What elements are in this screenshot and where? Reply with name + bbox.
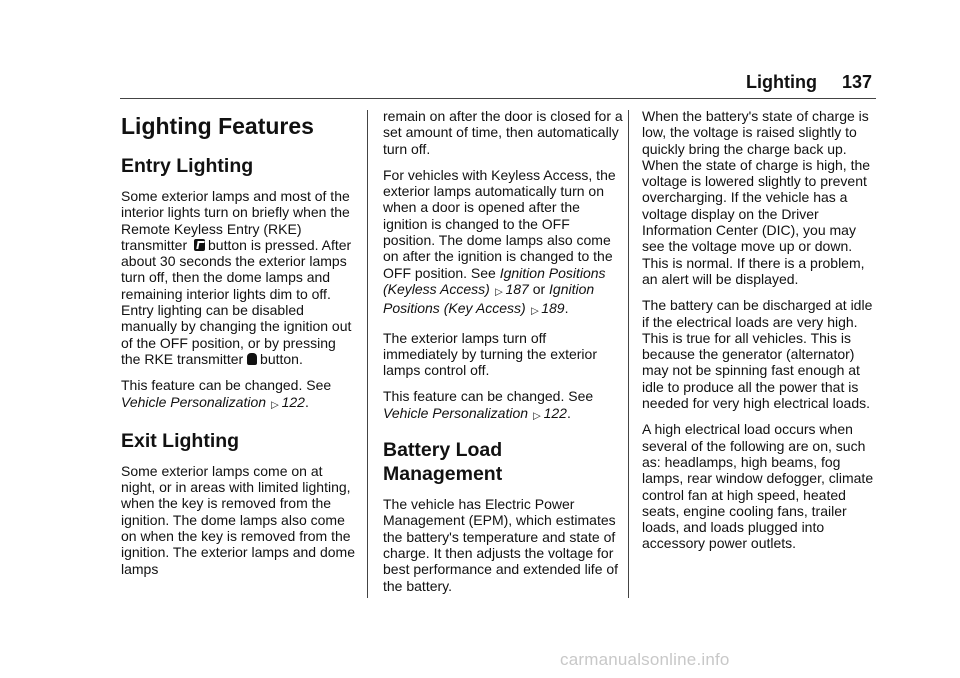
header-rule <box>120 98 876 99</box>
keyless-text: For vehicles with Keyless Access, the exterior lamps automatically turn on when a door is opened after the ignition is changed to the OFF position. The dome lamps also come on after the ignition is changed to the OFF position. See <box>383 166 616 281</box>
column-3 <box>642 108 878 562</box>
page-ref-number[interactable]: 122 <box>281 393 305 410</box>
unlock-key-icon <box>194 239 205 251</box>
page-ref-icon: ▽ <box>269 400 281 409</box>
page-ref-number[interactable]: 189 <box>541 300 565 317</box>
col2-paragraph-1: remain on after the door is closed for a set amount of time, then automatically turn off. <box>383 108 623 157</box>
col2-personalization-paragraph: This feature can be changed. See Vehicle Personalization ▽122. <box>383 388 594 421</box>
header-section-title: Lighting <box>746 72 817 92</box>
battery-heading-line-2: Management <box>383 463 503 486</box>
entry-lighting-paragraph <box>121 188 357 367</box>
column-divider-1 <box>367 110 368 598</box>
col2-paragraph-5: The vehicle has Electric Power Management (EPM), which estimates the battery's temperature and state of charge. It then adjusts the voltage for best performance and extended life of the battery. <box>383 496 619 594</box>
column-2 <box>383 108 623 604</box>
ignition-keyless-link[interactable]: Ignition Positions (Keyless Access) <box>383 264 606 297</box>
entry-lighting-heading: Entry Lighting <box>121 155 254 177</box>
col3-paragraph-2: The battery can be discharged at idle if the electrical loads are very high. This is true for all vehicles. This is because the generator (alternator) may not be spinning fast enough at idle to produce all the power that is needed for very high electrical loads. <box>642 297 873 412</box>
or-text: or <box>532 280 546 297</box>
battery-load-heading <box>383 438 623 486</box>
col2-paragraph-2: For vehicles with Keyless Access, the exterior lamps automatically turn on when a door is opened after the ignition is changed to the OFF position. The dome lamps also come on after the ignition is changed to the OFF position. See Ignition Positions (Keyless Access) ▽187 or Ignition Positions (Key Access) ▽189. <box>383 166 616 317</box>
vehicle-personalization-link[interactable]: Vehicle Personalization <box>383 404 529 421</box>
lock-icon <box>247 353 257 365</box>
entry-text-b: button is pressed. After about 30 seconds the exterior lamps turn off, then the dome lamps and remaining interior lights dim to off. Entry lighting can be disabled manually by changing the ignition out of the OFF position, or by pressing the RKE transmitter <box>121 236 352 367</box>
watermark: carmanualsonline.info <box>560 650 730 669</box>
exit-lighting-heading: Exit Lighting <box>121 429 240 452</box>
ignition-key-link[interactable]: Ignition Positions (Key Access) <box>383 280 595 317</box>
column-divider-2 <box>628 110 629 598</box>
page-ref-icon: ▽ <box>529 307 541 316</box>
col2-see-text: This feature can be changed. See <box>383 388 594 405</box>
vehicle-personalization-link[interactable]: Vehicle Personalization <box>121 393 267 410</box>
entry-see-text: This feature can be changed. See <box>121 377 332 394</box>
page-number: 137 <box>842 72 873 92</box>
page-title: Lighting Features <box>121 113 314 139</box>
exit-lighting-paragraph: Some exterior lamps come on at night, or in areas with limited lighting, when the key is removed from the ignition. The dome lamps also come on when the key is removed from the ignition. The exterior lamps and dome lamps <box>121 462 355 577</box>
column-1 <box>121 108 357 587</box>
battery-heading-line-1: Battery Load <box>383 439 503 462</box>
col2-paragraph-3: The exterior lamps turn off immediately by turning the exterior lamps control off. <box>383 329 597 379</box>
page-ref-icon: ▽ <box>531 412 543 420</box>
page-ref-number[interactable]: 122 <box>543 404 567 421</box>
entry-text-a: Some exterior lamps and most of the interior lights turn on briefly when the Remote Keyless Entry (RKE) transmitter <box>121 188 350 253</box>
col3-paragraph-3: A high electrical load occurs when several of the following are on, such as: headlamps, high beams, fog lamps, rear window defogger, climate control fan at high speed, heated seats, engine cooling fans, trailer loads, and loads plugged into accessory power outlets. <box>642 421 874 552</box>
page-ref-icon: ▽ <box>493 288 505 296</box>
col3-paragraph-1: When the battery's state of charge is low, the voltage is raised slightly to quickly bring the charge back up. When the state of charge is high, the voltage is lowered slightly to prevent overcharging. If the vehicle has a voltage display on the Driver Information Center (DIC), you may see the voltage move up or down. This is normal. If there is a problem, an alert will be displayed. <box>642 108 871 287</box>
entry-text-c: button. <box>260 350 303 367</box>
page-ref-number[interactable]: 187 <box>505 280 529 297</box>
entry-personalization-paragraph: This feature can be changed. See Vehicle Personalization ▽122. <box>121 377 332 410</box>
